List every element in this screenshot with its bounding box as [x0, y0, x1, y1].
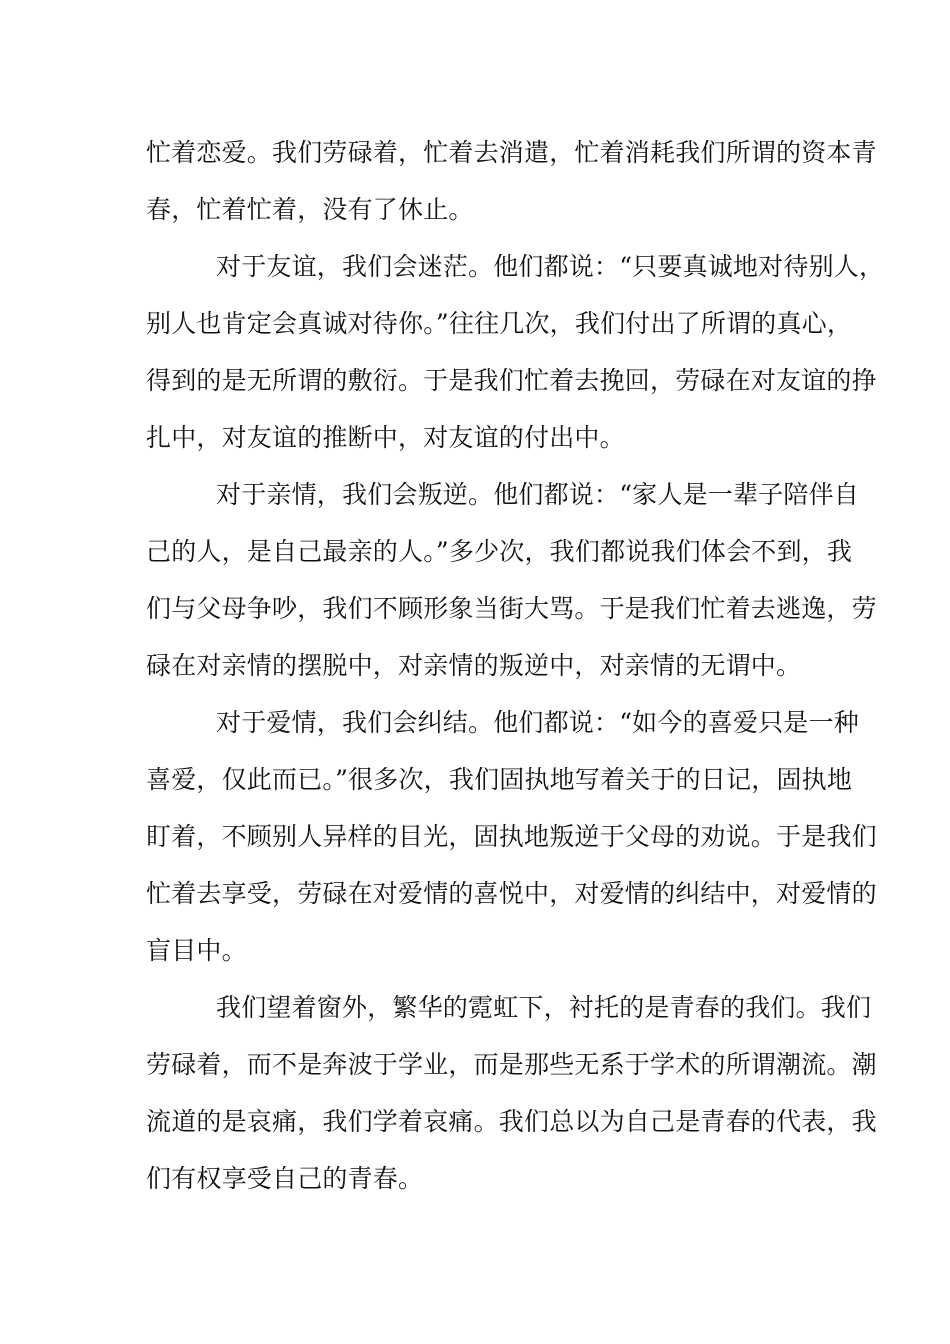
text-line: 盯着，不顾别人异样的目光，固执地叛逆于父母的劝说。于是我们 [146, 822, 877, 851]
text-line: 们与父母争吵，我们不顾形象当街大骂。于是我们忙着去逃逸，劳 [146, 594, 877, 623]
paragraph-first-line: 对于爱情，我们会纠结。他们都说：“如今的喜爱只是一种 [216, 708, 859, 737]
text-line: 喜爱，仅此而已。”很多次，我们固执地写着关于的日记，固执地 [146, 765, 853, 794]
text-line: 盲目中。 [146, 936, 247, 965]
text-line: 流道的是哀痛，我们学着哀痛。我们总以为自己是青春的代表，我 [146, 1107, 877, 1136]
paragraph-first-line: 对于亲情，我们会叛逆。他们都说：“家人是一辈子陪伴自 [216, 480, 859, 509]
text-line: 碌在对亲情的摆脱中，对亲情的叛逆中，对亲情的无谓中。 [146, 651, 802, 680]
text-line: 春，忙着忙着，没有了休止。 [146, 195, 474, 224]
text-line: 忙着去享受，劳碌在对爱情的喜悦中，对爱情的纠结中，对爱情的 [146, 879, 877, 908]
paragraph-first-line: 对于友谊，我们会迷茫。他们都说：“只要真诚地对待别人， [216, 252, 885, 281]
text-line: 得到的是无所谓的敷衍。于是我们忙着去挽回，劳碌在对友谊的挣 [146, 366, 877, 395]
text-line: 忙着恋爱。我们劳碌着，忙着去消遣，忙着消耗我们所谓的资本青 [146, 138, 877, 167]
text-line: 扎中，对友谊的推断中，对友谊的付出中。 [146, 423, 625, 452]
text-line: 们有权享受自己的青春。 [146, 1164, 424, 1193]
text-line: 劳碌着，而不是奔波于学业，而是那些无系于学术的所谓潮流。潮 [146, 1050, 877, 1079]
text-line: 别人也肯定会真诚对待你。”往往几次，我们付出了所谓的真心， [146, 309, 853, 338]
paragraph-first-line: 我们望着窗外，繁华的霓虹下，衬托的是青春的我们。我们 [216, 993, 872, 1022]
text-line: 己的人，是自己最亲的人。”多少次，我们都说我们体会不到，我 [146, 537, 853, 566]
